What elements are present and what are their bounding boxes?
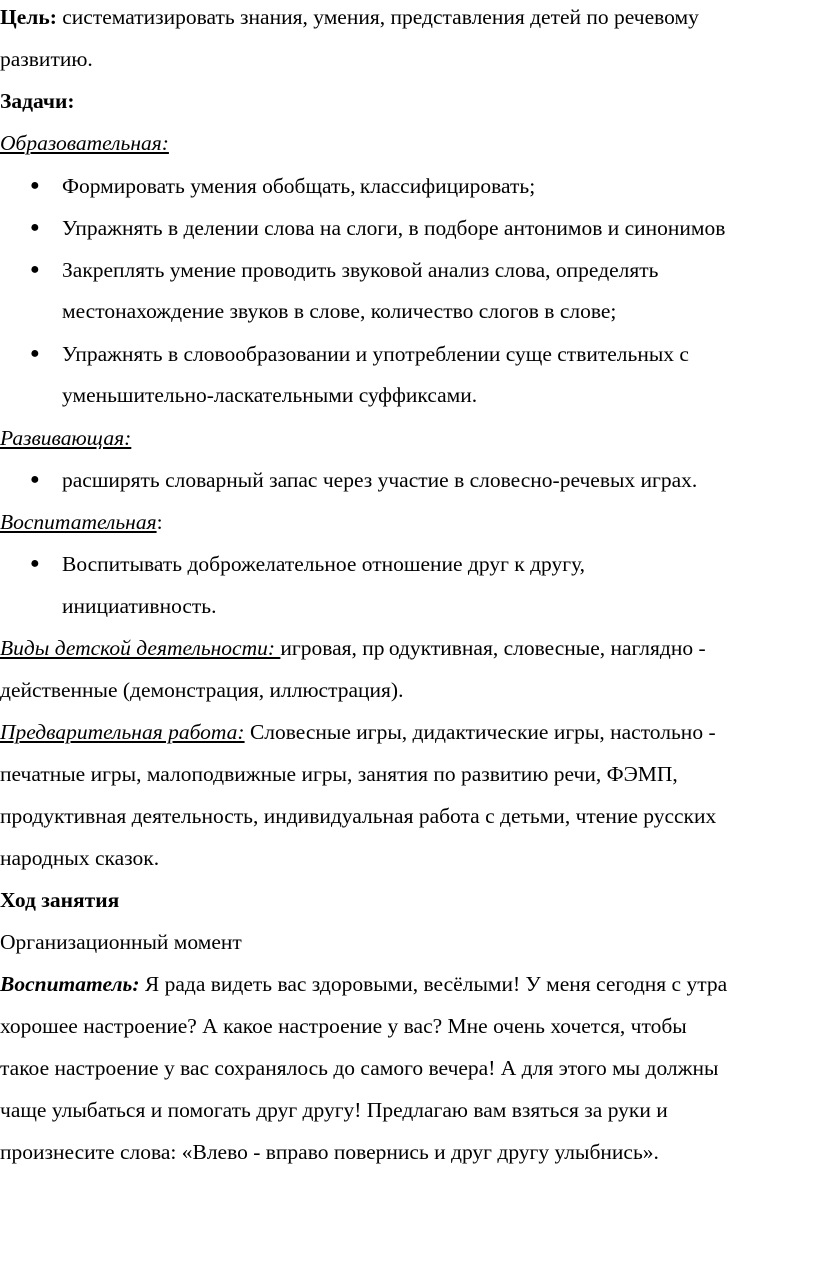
upbringing-item-1-line-1: Воспитывать доброжелательное отношение друг к другу,	[62, 552, 586, 576]
educational-item-3-line-2: местонахождение звуков в слове, количество слогов в слове;	[62, 299, 617, 323]
teacher-line-1	[0, 971, 727, 997]
teacher-text: Я рада видеть вас здоровыми, весёлыми! У меня сегодня с утра	[139, 972, 728, 996]
preliminary-line-3: продуктивная деятельность, индивидуальная работа с детьми, чтение русских	[0, 804, 717, 828]
tasks-heading-text: Задачи:	[0, 89, 75, 113]
activities-text: игровая, пр одуктивная, словесные, наглядно -	[280, 636, 706, 660]
educational-item-2: Упражнять в делении слова на слоги, в подборе антонимов и синонимов	[62, 216, 726, 240]
goal-label: Цель:	[0, 5, 57, 29]
educational-item-1: Формировать умения обобщать, классифицировать;	[62, 174, 536, 198]
educational-item-4-line-1: Упражнять в словообразовании и употреблении суще ствительных с	[62, 342, 689, 366]
teacher-line-5: произнесите слова: «Влево - вправо повернись и друг другу улыбнись».	[0, 1140, 659, 1164]
educational-item-3-line-1: Закреплять умение проводить звуковой анализ слова, определять	[62, 258, 659, 282]
bullet-icon: ●	[30, 261, 40, 278]
activities-line-2: действенные (демонстрация, иллюстрация).	[0, 678, 404, 702]
preliminary-line-2: печатные игры, малоподвижные игры, занятия по развитию речи, ФЭМП,	[0, 762, 678, 786]
lesson-heading	[0, 887, 119, 913]
developing-label: Развивающая:	[0, 426, 132, 450]
educational-label: Образовательная:	[0, 131, 169, 155]
preliminary-label: Предварительная работа:	[0, 720, 245, 744]
preliminary-text: Словесные игры, дидактические игры, настольно -	[244, 720, 716, 744]
bullet-icon: ●	[30, 555, 40, 572]
bullet-icon: ●	[30, 471, 40, 488]
goal-text: систематизировать знания, умения, представления детей по речевому	[56, 5, 699, 29]
developing-item-1: расширять словарный запас через участие в словесно-речевых играх.	[62, 468, 698, 492]
bullet-icon: ●	[30, 219, 40, 236]
preliminary-line-4: народных сказок.	[0, 846, 160, 870]
org-moment: Организационный момент	[0, 930, 242, 954]
activities-line-1	[0, 635, 706, 661]
teacher-label: Воспитатель:	[0, 972, 140, 996]
teacher-line-2: хорошее настроение? А какое настроение у вас? Мне очень хочется, чтобы	[0, 1014, 687, 1038]
tasks-heading	[0, 88, 75, 114]
upbringing-label: Воспитательная	[0, 510, 157, 534]
upbringing-colon: :	[156, 510, 163, 534]
preliminary-line-1	[0, 719, 716, 745]
teacher-line-4: чаще улыбаться и помогать друг другу! Предлагаю вам взяться за руки и	[0, 1098, 668, 1122]
upbringing-label-line	[0, 509, 163, 535]
goal-line-1	[0, 4, 699, 30]
goal-line-2: развитию.	[0, 47, 93, 71]
bullet-icon: ●	[30, 345, 40, 362]
activities-label: Виды детской деятельности:	[0, 636, 281, 660]
teacher-line-3: такое настроение у вас сохранялось до самого вечера! А для этого мы должны	[0, 1056, 719, 1080]
bullet-icon: ●	[30, 177, 40, 194]
lesson-heading-text: Ход занятия	[0, 888, 120, 912]
educational-item-4-line-2: уменьшительно-ласкательными суффиксами.	[62, 383, 478, 407]
upbringing-item-1-line-2: инициативность.	[62, 594, 217, 618]
